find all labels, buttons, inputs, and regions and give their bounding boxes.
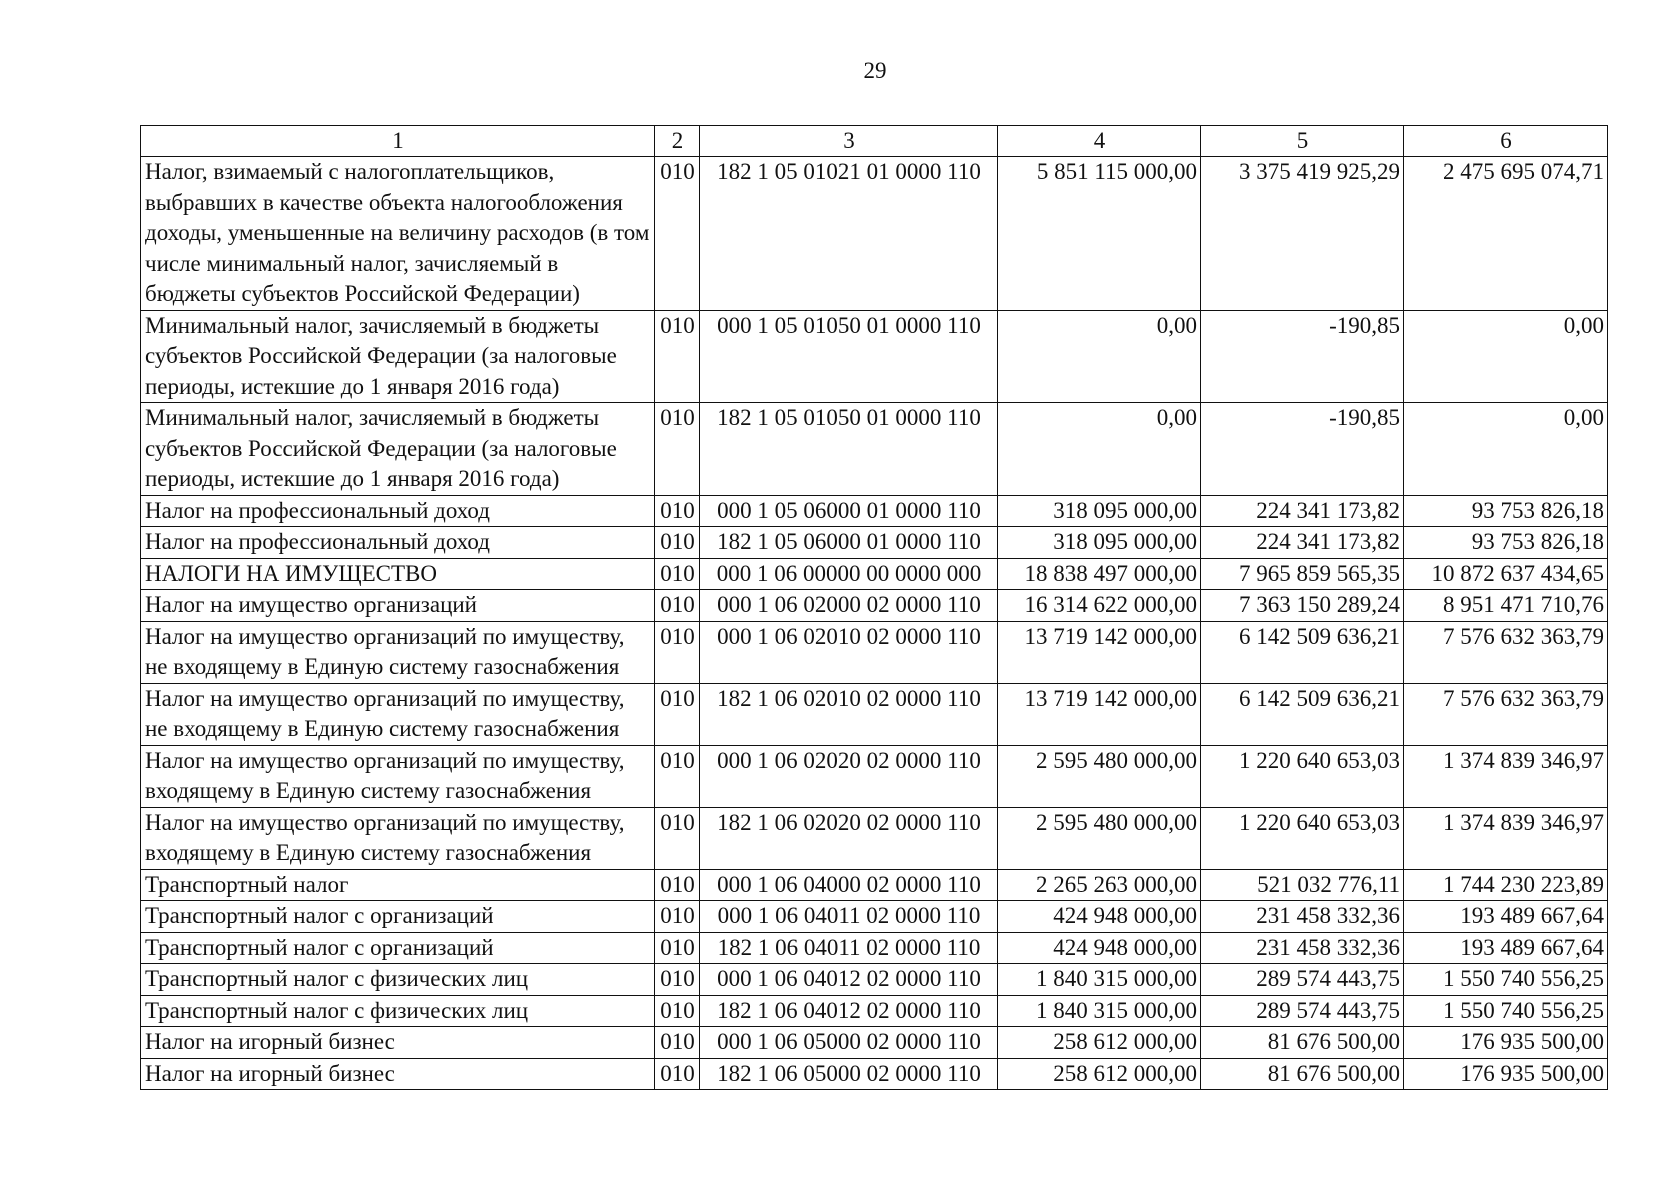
revenue-code-cell: 000 1 06 02020 02 0000 110 (700, 745, 998, 807)
line-code-cell: 010 (655, 310, 700, 403)
revenue-code-cell: 182 1 06 04011 02 0000 110 (700, 932, 998, 964)
column-header: 5 (1201, 126, 1404, 157)
approved-amount-cell: 0,00 (998, 310, 1201, 403)
approved-amount-cell: 424 948 000,00 (998, 901, 1201, 933)
unexecuted-amount-cell: 8 951 471 710,76 (1404, 590, 1608, 622)
unexecuted-amount-cell: 193 489 667,64 (1404, 901, 1608, 933)
revenue-code-cell: 000 1 06 04011 02 0000 110 (700, 901, 998, 933)
revenue-code-cell: 182 1 05 06000 01 0000 110 (700, 527, 998, 559)
table-row (141, 901, 1608, 933)
executed-amount-cell: 1 220 640 653,03 (1201, 745, 1404, 807)
indicator-name-cell: Минимальный налог, зачисляемый в бюджеты субъектов Российской Федерации (за налоговые периоды, истекшие до 1 января 2016 года) (141, 310, 655, 403)
line-code-cell: 010 (655, 995, 700, 1027)
revenue-code-cell: 000 1 06 00000 00 0000 000 (700, 558, 998, 590)
revenue-code-cell: 182 1 06 02010 02 0000 110 (700, 683, 998, 745)
line-code-cell: 010 (655, 745, 700, 807)
table-row (141, 995, 1608, 1027)
revenue-code-cell: 182 1 06 02020 02 0000 110 (700, 807, 998, 869)
executed-amount-cell: -190,85 (1201, 403, 1404, 496)
line-code-cell: 010 (655, 869, 700, 901)
unexecuted-amount-cell: 93 753 826,18 (1404, 527, 1608, 559)
approved-amount-cell: 13 719 142 000,00 (998, 621, 1201, 683)
unexecuted-amount-cell: 7 576 632 363,79 (1404, 621, 1608, 683)
unexecuted-amount-cell: 0,00 (1404, 403, 1608, 496)
line-code-cell: 010 (655, 932, 700, 964)
unexecuted-amount-cell: 0,00 (1404, 310, 1608, 403)
line-code-cell: 010 (655, 1058, 700, 1090)
indicator-name-cell: Транспортный налог с физических лиц (141, 964, 655, 996)
indicator-name-cell: Транспортный налог (141, 869, 655, 901)
approved-amount-cell: 2 595 480 000,00 (998, 745, 1201, 807)
indicator-name-cell: Налог на профессиональный доход (141, 527, 655, 559)
table-row (141, 964, 1608, 996)
table-row (141, 621, 1608, 683)
approved-amount-cell: 2 595 480 000,00 (998, 807, 1201, 869)
revenue-code-cell: 182 1 06 05000 02 0000 110 (700, 1058, 998, 1090)
table-row (141, 157, 1608, 311)
approved-amount-cell: 318 095 000,00 (998, 527, 1201, 559)
approved-amount-cell: 258 612 000,00 (998, 1058, 1201, 1090)
executed-amount-cell: 7 965 859 565,35 (1201, 558, 1404, 590)
table-row (141, 527, 1608, 559)
indicator-name-cell: Налог на имущество организаций по имуществу, не входящему в Единую систему газоснабжения (141, 683, 655, 745)
column-header: 3 (700, 126, 998, 157)
revenue-code-cell: 000 1 05 06000 01 0000 110 (700, 495, 998, 527)
approved-amount-cell: 16 314 622 000,00 (998, 590, 1201, 622)
budget-revenue-table (140, 125, 1608, 1090)
table-row (141, 590, 1608, 622)
table-row (141, 495, 1608, 527)
line-code-cell: 010 (655, 157, 700, 311)
indicator-name-cell: Транспортный налог с организаций (141, 932, 655, 964)
executed-amount-cell: 1 220 640 653,03 (1201, 807, 1404, 869)
approved-amount-cell: 0,00 (998, 403, 1201, 496)
unexecuted-amount-cell: 1 374 839 346,97 (1404, 745, 1608, 807)
executed-amount-cell: 81 676 500,00 (1201, 1058, 1404, 1090)
unexecuted-amount-cell: 176 935 500,00 (1404, 1027, 1608, 1059)
executed-amount-cell: 289 574 443,75 (1201, 995, 1404, 1027)
executed-amount-cell: 224 341 173,82 (1201, 495, 1404, 527)
table-header-row (141, 126, 1608, 157)
executed-amount-cell: 6 142 509 636,21 (1201, 683, 1404, 745)
table-row (141, 310, 1608, 403)
column-header: 6 (1404, 126, 1608, 157)
column-header: 2 (655, 126, 700, 157)
unexecuted-amount-cell: 93 753 826,18 (1404, 495, 1608, 527)
approved-amount-cell: 424 948 000,00 (998, 932, 1201, 964)
line-code-cell: 010 (655, 527, 700, 559)
page-number: 29 (863, 58, 887, 83)
executed-amount-cell: 289 574 443,75 (1201, 964, 1404, 996)
unexecuted-amount-cell: 1 744 230 223,89 (1404, 869, 1608, 901)
executed-amount-cell: 231 458 332,36 (1201, 901, 1404, 933)
line-code-cell: 010 (655, 403, 700, 496)
column-header: 1 (141, 126, 655, 157)
indicator-name-cell: Транспортный налог с организаций (141, 901, 655, 933)
approved-amount-cell: 258 612 000,00 (998, 1027, 1201, 1059)
executed-amount-cell: 6 142 509 636,21 (1201, 621, 1404, 683)
indicator-name-cell: Налог на имущество организаций по имуществу, не входящему в Единую систему газоснабжения (141, 621, 655, 683)
table-row (141, 558, 1608, 590)
table-row (141, 745, 1608, 807)
approved-amount-cell: 18 838 497 000,00 (998, 558, 1201, 590)
unexecuted-amount-cell: 1 550 740 556,25 (1404, 995, 1608, 1027)
revenue-code-cell: 000 1 06 02010 02 0000 110 (700, 621, 998, 683)
executed-amount-cell: 231 458 332,36 (1201, 932, 1404, 964)
line-code-cell: 010 (655, 1027, 700, 1059)
approved-amount-cell: 1 840 315 000,00 (998, 964, 1201, 996)
revenue-code-cell: 182 1 06 04012 02 0000 110 (700, 995, 998, 1027)
approved-amount-cell: 318 095 000,00 (998, 495, 1201, 527)
executed-amount-cell: -190,85 (1201, 310, 1404, 403)
line-code-cell: 010 (655, 495, 700, 527)
table-row (141, 403, 1608, 496)
table-row (141, 1027, 1608, 1059)
indicator-name-cell: Минимальный налог, зачисляемый в бюджеты субъектов Российской Федерации (за налоговые периоды, истекшие до 1 января 2016 года) (141, 403, 655, 496)
executed-amount-cell: 7 363 150 289,24 (1201, 590, 1404, 622)
unexecuted-amount-cell: 2 475 695 074,71 (1404, 157, 1608, 311)
unexecuted-amount-cell: 176 935 500,00 (1404, 1058, 1608, 1090)
indicator-name-cell: Налог на игорный бизнес (141, 1058, 655, 1090)
line-code-cell: 010 (655, 621, 700, 683)
approved-amount-cell: 1 840 315 000,00 (998, 995, 1201, 1027)
indicator-name-cell: Налог на имущество организаций по имуществу, входящему в Единую систему газоснабжения (141, 807, 655, 869)
table-row (141, 1058, 1608, 1090)
approved-amount-cell: 13 719 142 000,00 (998, 683, 1201, 745)
unexecuted-amount-cell: 1 550 740 556,25 (1404, 964, 1608, 996)
indicator-name-cell: Налог на имущество организаций (141, 590, 655, 622)
revenue-code-cell: 182 1 05 01021 01 0000 110 (700, 157, 998, 311)
unexecuted-amount-cell: 1 374 839 346,97 (1404, 807, 1608, 869)
indicator-name-cell: Налог на профессиональный доход (141, 495, 655, 527)
table-row (141, 932, 1608, 964)
executed-amount-cell: 81 676 500,00 (1201, 1027, 1404, 1059)
revenue-code-cell: 000 1 05 01050 01 0000 110 (700, 310, 998, 403)
table-body (141, 126, 1608, 1090)
line-code-cell: 010 (655, 558, 700, 590)
unexecuted-amount-cell: 7 576 632 363,79 (1404, 683, 1608, 745)
indicator-name-cell: Налог на игорный бизнес (141, 1027, 655, 1059)
unexecuted-amount-cell: 193 489 667,64 (1404, 932, 1608, 964)
revenue-code-cell: 000 1 06 04000 02 0000 110 (700, 869, 998, 901)
table-row (141, 807, 1608, 869)
revenue-code-cell: 182 1 05 01050 01 0000 110 (700, 403, 998, 496)
table-row (141, 683, 1608, 745)
revenue-code-cell: 000 1 06 04012 02 0000 110 (700, 964, 998, 996)
approved-amount-cell: 5 851 115 000,00 (998, 157, 1201, 311)
revenue-code-cell: 000 1 06 05000 02 0000 110 (700, 1027, 998, 1059)
indicator-name-cell: Транспортный налог с физических лиц (141, 995, 655, 1027)
executed-amount-cell: 3 375 419 925,29 (1201, 157, 1404, 311)
line-code-cell: 010 (655, 964, 700, 996)
indicator-name-cell: Налог, взимаемый с налогоплательщиков, выбравших в качестве объекта налогообложения доходы, уменьшенные на величину расходов (в том числе минимальный налог, зачисляемый в бюджеты субъектов Российской Федерации) (141, 157, 655, 311)
table-row (141, 869, 1608, 901)
executed-amount-cell: 224 341 173,82 (1201, 527, 1404, 559)
line-code-cell: 010 (655, 683, 700, 745)
executed-amount-cell: 521 032 776,11 (1201, 869, 1404, 901)
line-code-cell: 010 (655, 901, 700, 933)
indicator-name-cell: Налог на имущество организаций по имуществу, входящему в Единую систему газоснабжения (141, 745, 655, 807)
column-header: 4 (998, 126, 1201, 157)
indicator-name-cell: НАЛОГИ НА ИМУЩЕСТВО (141, 558, 655, 590)
revenue-code-cell: 000 1 06 02000 02 0000 110 (700, 590, 998, 622)
line-code-cell: 010 (655, 807, 700, 869)
approved-amount-cell: 2 265 263 000,00 (998, 869, 1201, 901)
line-code-cell: 010 (655, 590, 700, 622)
unexecuted-amount-cell: 10 872 637 434,65 (1404, 558, 1608, 590)
